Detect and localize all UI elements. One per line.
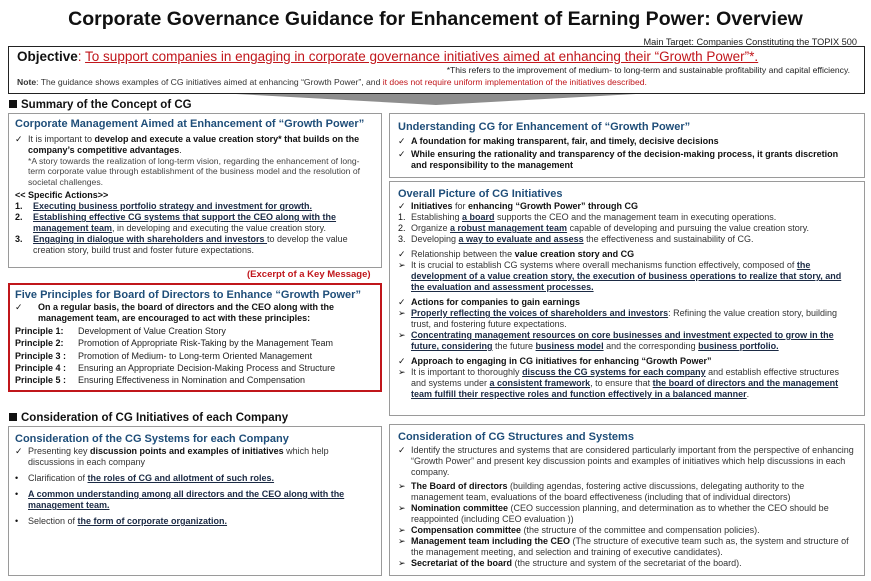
principle-row-2 xyxy=(15,337,375,349)
overall-num-1-b: a board xyxy=(462,212,495,222)
cm-point-1-c: . xyxy=(179,145,182,155)
action-num-2: 2. xyxy=(15,212,23,223)
page-title: Corporate Governance Guidance for Enhancement of Earning Power: Overview xyxy=(68,8,803,30)
overall-approach-a: It is important to thoroughly xyxy=(411,367,523,377)
note-text: : The guidance shows examples of CG initiatives aimed at enhancing “Growth Power”, and xyxy=(36,77,383,87)
note-line xyxy=(17,76,856,88)
overall-initiatives xyxy=(398,201,856,212)
overall-num-1 xyxy=(398,212,856,223)
main-target-text: Main Target: Companies Constituting the TOPIX 500 xyxy=(643,37,857,47)
check-icon: ✓ xyxy=(398,297,406,307)
cg-systems-intro-a: Presenting key xyxy=(28,446,91,456)
principle-5-label: Principle 5 : xyxy=(15,375,67,386)
principles-intro-text: On a regular basis, the board of directors and the CEO along with the management team, are encouraged to act with these principles: xyxy=(38,302,335,323)
understanding-cg-box xyxy=(389,113,865,178)
objective-label: Objective xyxy=(17,49,78,64)
cm-point-1-text xyxy=(28,134,375,156)
section-heading-consideration-text: Consideration of CG Initiatives of each Company xyxy=(21,412,289,424)
overall-action-2-c: business model xyxy=(535,341,604,351)
overall-relationship-detail xyxy=(398,260,856,293)
check-icon: ✓ xyxy=(398,356,406,366)
understanding-item-1-text: A foundation for making transparent, fair, and timely, decisive decisions xyxy=(411,136,719,146)
cg-structures-item-1-rest: (building agendas, fostering active discussions, delegating authority to the management team, evaluations of the board effectiveness (including that of individual directors) xyxy=(411,481,805,502)
excerpt-label: (Excerpt of a Key Message) xyxy=(247,269,371,280)
overall-approach-g: . xyxy=(746,389,750,399)
objective-text: To support companies in engaging in corporate governance initiatives aimed at enhancing their “Growth Power”*. xyxy=(85,49,759,64)
overall-actions-heading-text: Actions for companies to gain earnings xyxy=(411,297,581,307)
bullet-icon: • xyxy=(15,489,19,499)
principle-1-label: Principle 1: xyxy=(15,326,64,336)
overall-num-2-c: capable of developing and pursuing the value creation story. xyxy=(567,223,810,233)
action-num-1: 1. xyxy=(15,201,23,212)
five-principles-title: Five Principles for Board of Directors to Enhance “Growth Power” xyxy=(15,289,361,301)
section-heading-summary xyxy=(9,99,192,111)
cg-systems-intro xyxy=(15,446,375,468)
cg-structures-intro-text: Identify the structures and systems that are considered particularly important from the perspective of enhancing “Growth Power” and present key discussion points and examples of initiatives which help discussions in each company. xyxy=(411,445,854,477)
understanding-item-2 xyxy=(398,149,856,171)
principle-2-label: Principle 2: xyxy=(15,338,64,349)
cg-systems-intro-c: which help discussions in each company xyxy=(28,446,329,467)
cg-systems-bullet-2-b: A common understanding among all directors and the CEO along with the management team. xyxy=(28,489,345,510)
bullet-icon: • xyxy=(15,516,19,526)
five-principles-box xyxy=(8,283,382,392)
overall-relationship-b: value creation story and CG xyxy=(514,249,635,259)
cg-structures-item-4-rest: (The structure of executive team such as, the system and structure of the management meeting, and selection and training of executive candidates). xyxy=(411,536,849,557)
arrow-bullet-icon: ➢ xyxy=(398,558,406,568)
overall-action-2-e: business portfolio. xyxy=(698,341,779,351)
overall-num-2-a: Organize xyxy=(411,223,451,233)
square-bullet-icon xyxy=(9,100,17,108)
cg-structures-item-4 xyxy=(398,536,856,558)
cg-structures-item-5-rest: (the structure and system of the secretariat of the board). xyxy=(512,558,742,568)
cg-structures-item-1-bold: The Board of directors xyxy=(411,481,508,491)
cg-structures-item-4-bold: Management team including the CEO xyxy=(411,536,571,546)
section-heading-summary-text: Summary of the Concept of CG xyxy=(21,99,192,111)
arrow-bullet-icon: ➢ xyxy=(398,367,406,377)
overall-num-2-b: a robust management team xyxy=(450,223,568,233)
overall-relationship xyxy=(398,249,856,260)
check-icon: ✓ xyxy=(398,445,406,455)
overall-actions-heading xyxy=(398,297,856,308)
overall-action-1-a: Properly reflecting the voices of shareholders and investors xyxy=(411,308,669,318)
overall-num-2-label: 2. xyxy=(398,223,406,233)
principle-1-text: Development of Value Creation Story xyxy=(78,326,226,336)
overall-picture-title: Overall Picture of CG Initiatives xyxy=(398,188,563,200)
cg-systems-bullet-1-b: the roles of CG and allotment of such roles. xyxy=(87,473,275,483)
overall-num-3 xyxy=(398,234,856,245)
arrow-bullet-icon: ➢ xyxy=(398,481,406,491)
cm-point-1-b: develop and execute a value creation story* that builds on the company’s competitive advantages xyxy=(28,134,360,155)
overall-approach-b: discuss the CG systems for each company xyxy=(522,367,706,377)
cg-structures-item-3-rest: (the structure of the committee and compensation policies). xyxy=(521,525,760,535)
overall-num-2 xyxy=(398,223,856,234)
overall-relationship-detail-a: It is crucial to establish CG systems where overall mechanisms function effectively, composed of xyxy=(411,260,797,270)
overall-action-1-b: : Refining the value creation story, building trust, and fostering future expectations. xyxy=(411,308,838,329)
action-item-2 xyxy=(15,212,375,234)
principle-3-label: Principle 3 : xyxy=(15,350,67,361)
check-icon: ✓ xyxy=(15,134,23,144)
cm-point-1-footnote: *A story towards the realization of long-term vision, regarding the enhancement of long-term corporate value through establishment of the business model and the resolution of societal challenges. xyxy=(28,156,361,187)
arrow-bullet-icon: ➢ xyxy=(398,330,406,340)
action-3-bold: Engaging in dialogue with shareholders and investors xyxy=(33,234,268,245)
objective-box xyxy=(8,46,865,94)
square-bullet-icon xyxy=(9,413,17,421)
overall-action-2-a: Concentrating management resources on core businesses and investment expected to grow in the future, considering xyxy=(411,330,834,351)
action-1-bold: Executing business portfolio strategy and investment for growth. xyxy=(33,201,313,212)
understanding-cg-title: Understanding CG for Enhancement of “Growth Power” xyxy=(398,121,691,133)
cg-structures-title: Consideration of CG Structures and Systems xyxy=(398,431,634,443)
cg-systems-bullet-1 xyxy=(15,473,375,484)
cg-structures-item-2-rest: (CEO succession planning, and determination as to whether the CEO should be reappointed (including CEO evaluation )) xyxy=(411,503,829,524)
cg-systems-bullet-2 xyxy=(15,489,375,511)
cg-systems-bullet-3 xyxy=(15,516,375,527)
overall-picture-box xyxy=(389,181,865,416)
action-num-3: 3. xyxy=(15,234,23,245)
principle-row-5 xyxy=(15,374,375,386)
understanding-item-1 xyxy=(398,136,856,147)
overall-relationship-detail-b: the development of a value creation story, the execution of business operations to realize that story, and the evaluation and assessment processes. xyxy=(411,260,842,292)
overall-approach-f: the board of directors and the management team fulfill their respective roles and function effectively in a balanced manner xyxy=(411,378,839,399)
cg-structures-item-3 xyxy=(398,525,856,536)
check-icon: ✓ xyxy=(398,136,406,146)
action-2-bold: Establishing effective CG systems that support the CEO along with the management team xyxy=(33,212,337,234)
cg-structures-item-2-bold: Nomination committee xyxy=(411,503,509,513)
cg-structures-item-5-bold: Secretariat of the board xyxy=(411,558,513,568)
principles-intro xyxy=(15,302,375,324)
cg-systems-bullet-3-b: the form of corporate organization. xyxy=(77,516,228,526)
overall-initiatives-b: for xyxy=(455,201,469,211)
bullet-icon: • xyxy=(15,473,19,483)
arrow-bullet-icon: ➢ xyxy=(398,536,406,546)
check-icon: ✓ xyxy=(398,201,406,211)
cg-systems-title: Consideration of the CG Systems for each Company xyxy=(15,433,289,445)
principle-row-4 xyxy=(15,362,375,374)
objective-footnote: *This refers to the improvement of medium- to long-term and sustainable profitability and capital efficiency. xyxy=(446,65,850,75)
cg-systems-intro-b: discussion points and examples of initiatives xyxy=(90,446,284,456)
cm-point-1-a: It is important to xyxy=(28,134,95,144)
objective-colon: : xyxy=(77,49,86,64)
principle-3-text: Promotion of Medium- to Long-term Oriented Management xyxy=(78,350,313,361)
note-label: Note xyxy=(17,77,37,87)
arrow-bullet-icon: ➢ xyxy=(398,260,406,270)
overall-approach-heading-text: Approach to engaging in CG initiatives for enhancing “Growth Power” xyxy=(411,356,712,366)
check-icon: ✓ xyxy=(15,302,23,312)
cg-structures-item-3-bold: Compensation committee xyxy=(411,525,522,535)
specific-actions-heading: << Specific Actions>> xyxy=(15,190,109,201)
cg-structures-item-5 xyxy=(398,558,856,569)
overall-approach-d: a consistent framework xyxy=(489,378,591,388)
principle-4-label: Principle 4 : xyxy=(15,362,67,373)
principle-4-text: Ensuring an Appropriate Decision-Making Process and Structure xyxy=(78,362,336,373)
check-icon: ✓ xyxy=(398,149,406,159)
cg-systems-box xyxy=(8,426,382,576)
check-icon: ✓ xyxy=(398,249,406,259)
cg-structures-box xyxy=(389,424,865,576)
overall-relationship-a: Relationship between the xyxy=(411,249,515,259)
cg-systems-bullet-3-a: Selection of xyxy=(28,516,78,526)
overall-approach-e: , to ensure that xyxy=(590,378,653,388)
arrow-bullet-icon: ➢ xyxy=(398,308,406,318)
overall-action-2-b: the future xyxy=(492,341,536,351)
overall-num-1-label: 1. xyxy=(398,212,406,222)
overall-num-3-a: Developing xyxy=(411,234,459,244)
overall-num-1-a: Establishing xyxy=(411,212,463,222)
check-icon: ✓ xyxy=(15,446,23,456)
principle-row-3 xyxy=(15,350,375,362)
cg-structures-item-1 xyxy=(398,481,856,503)
overall-approach-heading xyxy=(398,356,856,367)
action-3-rest: to develop the value creation story, build trust and foster future expectations. xyxy=(33,234,348,256)
overall-num-3-b: a way to evaluate and assess xyxy=(458,234,584,244)
cg-structures-intro xyxy=(398,445,856,478)
overall-num-3-c: the effectiveness and sustainability of CG. xyxy=(583,234,754,244)
overall-approach-c: and establish effective structures and systems under xyxy=(411,367,840,388)
principle-row-1 xyxy=(15,325,375,337)
note-red-text: it does not require uniform implementation of the initiatives described. xyxy=(382,77,647,87)
action-item-1 xyxy=(15,201,375,212)
principle-5-text: Ensuring Effectiveness in Nomination and Compensation xyxy=(78,375,305,386)
overall-initiatives-a: Initiatives xyxy=(411,201,456,211)
overall-num-1-c: supports the CEO and the management team in executing operations. xyxy=(494,212,777,222)
overall-action-1 xyxy=(398,308,856,330)
action-2-rest: , in developing and executing the value creation story. xyxy=(112,223,327,234)
arrow-bullet-icon: ➢ xyxy=(398,525,406,535)
cg-systems-bullet-1-a: Clarification of xyxy=(28,473,88,483)
corporate-management-title: Corporate Management Aimed at Enhancement of “Growth Power” xyxy=(15,118,365,130)
overall-action-2-d: and the corresponding xyxy=(603,341,699,351)
principle-2-text: Promotion of Appropriate Risk-Taking by the Management Team xyxy=(78,338,333,349)
arrow-bullet-icon: ➢ xyxy=(398,503,406,513)
overall-action-2 xyxy=(398,330,856,352)
overall-initiatives-c: enhancing “Growth Power” through CG xyxy=(468,201,639,211)
down-arrow-band xyxy=(236,94,636,105)
corporate-management-box xyxy=(8,113,382,268)
overall-num-3-label: 3. xyxy=(398,234,406,244)
section-heading-consideration xyxy=(9,412,288,424)
action-item-3 xyxy=(15,234,375,256)
understanding-item-2-text: While ensuring the rationality and transparency of the decision-making process, it grants discretion and responsibility to the management xyxy=(411,149,839,170)
cg-structures-item-2 xyxy=(398,503,856,525)
objective-line xyxy=(17,49,856,65)
cm-point-1 xyxy=(15,134,375,156)
overall-approach-detail xyxy=(398,367,856,400)
